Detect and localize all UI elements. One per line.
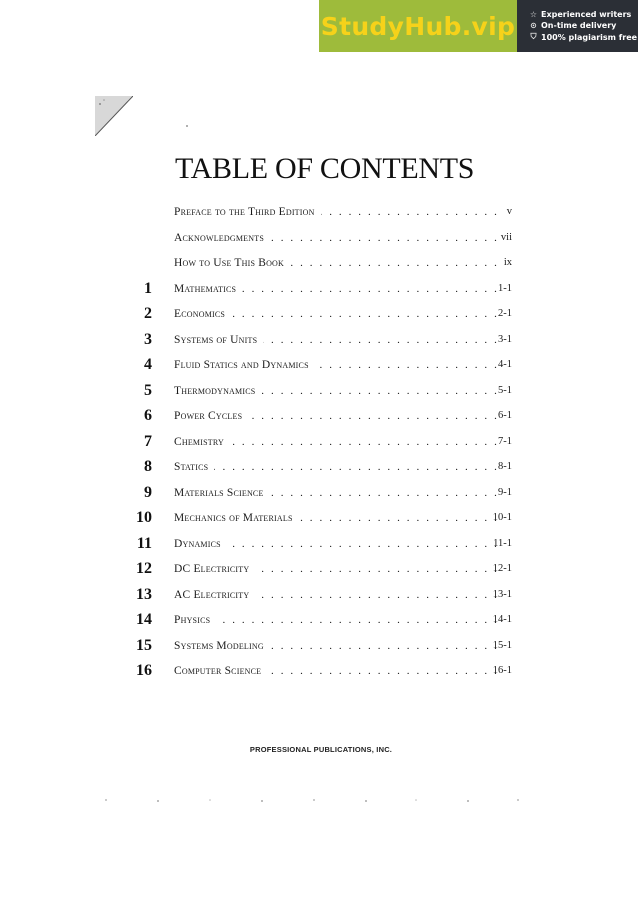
entry-title: Economics: [174, 308, 231, 320]
entry-title: Physics: [174, 614, 216, 626]
entry-label-with-leader-dots: [174, 458, 504, 476]
perk-text: 100% plagiarism free: [541, 32, 638, 42]
entry-title: How to Use This Book: [174, 257, 290, 269]
toc-front-matter-entry[interactable]: [0, 254, 638, 272]
page-title: TABLE OF CONTENTS: [175, 152, 475, 185]
entry-title: Acknowledgments: [174, 232, 270, 244]
entry-page-number: 1-1: [498, 283, 512, 294]
chapter-number: 7: [144, 433, 152, 450]
entry-title: Systems of Units: [174, 334, 263, 346]
entry-label-with-leader-dots: [174, 407, 504, 425]
entry-label-with-leader-dots: [174, 382, 504, 400]
toc-chapter-entry[interactable]: [0, 356, 638, 374]
entry-label-with-leader-dots: [174, 637, 504, 655]
chapter-number: 13: [136, 586, 152, 603]
entry-title: Chemistry: [174, 436, 230, 448]
toc-chapter-entry[interactable]: [0, 662, 638, 680]
entry-title: AC Electricity: [174, 589, 255, 601]
toc-chapter-entry[interactable]: [0, 382, 638, 400]
entry-label-with-leader-dots: [174, 229, 504, 247]
entry-page-number: 7-1: [498, 436, 512, 447]
entry-title: Materials Science: [174, 487, 270, 499]
entry-page-number: 4-1: [498, 359, 512, 370]
scan-specks: [0, 790, 638, 810]
perk-plagiarism-free: [529, 32, 638, 42]
entry-page-number: vii: [500, 232, 512, 243]
toc-chapter-entry[interactable]: [0, 331, 638, 349]
entry-label-with-leader-dots: [174, 433, 504, 451]
entry-title: Dynamics: [174, 538, 227, 550]
chapter-number: 4: [144, 356, 152, 373]
perks-list: [517, 0, 638, 52]
entry-page-number: 13-1: [492, 589, 512, 600]
entry-label-with-leader-dots: [174, 509, 504, 527]
shield-check-icon: ⛉: [530, 32, 537, 41]
chapter-number: 5: [144, 382, 152, 399]
entry-title: Mechanics of Materials: [174, 512, 299, 524]
chapter-number: 3: [144, 331, 152, 348]
studyhub-ad-banner[interactable]: [319, 0, 638, 52]
publisher-footer: PROFESSIONAL PUBLICATIONS, INC.: [249, 745, 393, 754]
toc-chapter-entry[interactable]: [0, 484, 638, 502]
entry-label-with-leader-dots: [174, 305, 504, 323]
chapter-number: 14: [136, 611, 152, 628]
studyhub-logo[interactable]: StudyHub.vip: [319, 0, 517, 52]
entry-page-number: 8-1: [498, 461, 512, 472]
chapter-number: 12: [136, 560, 152, 577]
toc-chapter-entry[interactable]: [0, 509, 638, 527]
entry-title: Fluid Statics and Dynamics: [174, 359, 315, 371]
toc-front-matter-entry[interactable]: [0, 229, 638, 247]
entry-title: Preface to the Third Edition: [174, 206, 321, 218]
entry-label-with-leader-dots: [174, 356, 504, 374]
chapter-number: 8: [144, 458, 152, 475]
star-icon: ☆: [529, 10, 538, 19]
entry-page-number: v: [506, 206, 512, 217]
toc-chapter-entry[interactable]: [0, 586, 638, 604]
entry-label-with-leader-dots: [174, 254, 504, 272]
entry-page-number: 6-1: [498, 410, 512, 421]
chapter-number: 9: [144, 484, 152, 501]
chapter-number: 11: [136, 535, 152, 552]
folded-corner-mark: [95, 96, 133, 136]
entry-page-number: 11-1: [493, 538, 512, 549]
entry-label-with-leader-dots: [174, 280, 504, 298]
chapter-number: 2: [144, 305, 152, 322]
chapter-number: 1: [144, 280, 152, 297]
chapter-number: 10: [136, 509, 152, 526]
entry-page-number: 14-1: [492, 614, 512, 625]
chapter-number: 6: [144, 407, 152, 424]
toc-chapter-entry[interactable]: [0, 560, 638, 578]
entry-label-with-leader-dots: [174, 203, 504, 221]
toc-chapter-entry[interactable]: [0, 458, 638, 476]
entry-label-with-leader-dots: [174, 662, 504, 680]
entry-page-number: 9-1: [498, 487, 512, 498]
entry-page-number: 12-1: [492, 563, 512, 574]
perk-text: On-time delivery: [541, 21, 617, 30]
entry-label-with-leader-dots: [174, 560, 504, 578]
perk-text: Experienced writers: [541, 10, 632, 19]
entry-title: DC Electricity: [174, 563, 255, 575]
entry-title: Thermodynamics: [174, 385, 261, 397]
toc-chapter-entry[interactable]: [0, 535, 638, 553]
scan-speck: [186, 125, 188, 127]
toc-chapter-entry[interactable]: [0, 305, 638, 323]
clock-icon: ⊙: [530, 21, 537, 30]
entry-title: Statics: [174, 461, 214, 473]
entry-label-with-leader-dots: [174, 586, 504, 604]
toc-chapter-entry[interactable]: [0, 433, 638, 451]
entry-page-number: ix: [503, 257, 512, 268]
entry-page-number: 2-1: [498, 308, 512, 319]
entry-page-number: 5-1: [498, 385, 512, 396]
entry-page-number: 16-1: [492, 665, 512, 676]
entry-title: Mathematics: [174, 283, 242, 295]
entry-page-number: 15-1: [492, 640, 512, 651]
toc-front-matter-entry[interactable]: [0, 203, 638, 221]
perk-on-time-delivery: [529, 21, 638, 30]
entry-page-number: 3-1: [498, 334, 512, 345]
entry-label-with-leader-dots: [174, 611, 504, 629]
toc-chapter-entry[interactable]: [0, 407, 638, 425]
perk-experienced-writers: [529, 10, 638, 19]
entry-title: Systems Modeling: [174, 640, 270, 652]
entry-label-with-leader-dots: [174, 535, 504, 553]
entry-title: Power Cycles: [174, 410, 248, 422]
toc-chapter-entry[interactable]: [0, 611, 638, 629]
entry-title: Computer Science: [174, 665, 267, 677]
entry-label-with-leader-dots: [174, 331, 504, 349]
toc-chapter-entry[interactable]: [0, 280, 638, 298]
entry-label-with-leader-dots: [174, 484, 504, 502]
entry-page-number: 10-1: [492, 512, 512, 523]
chapter-number: 15: [136, 637, 152, 654]
chapter-number: 16: [136, 662, 152, 679]
toc-chapter-entry[interactable]: [0, 637, 638, 655]
